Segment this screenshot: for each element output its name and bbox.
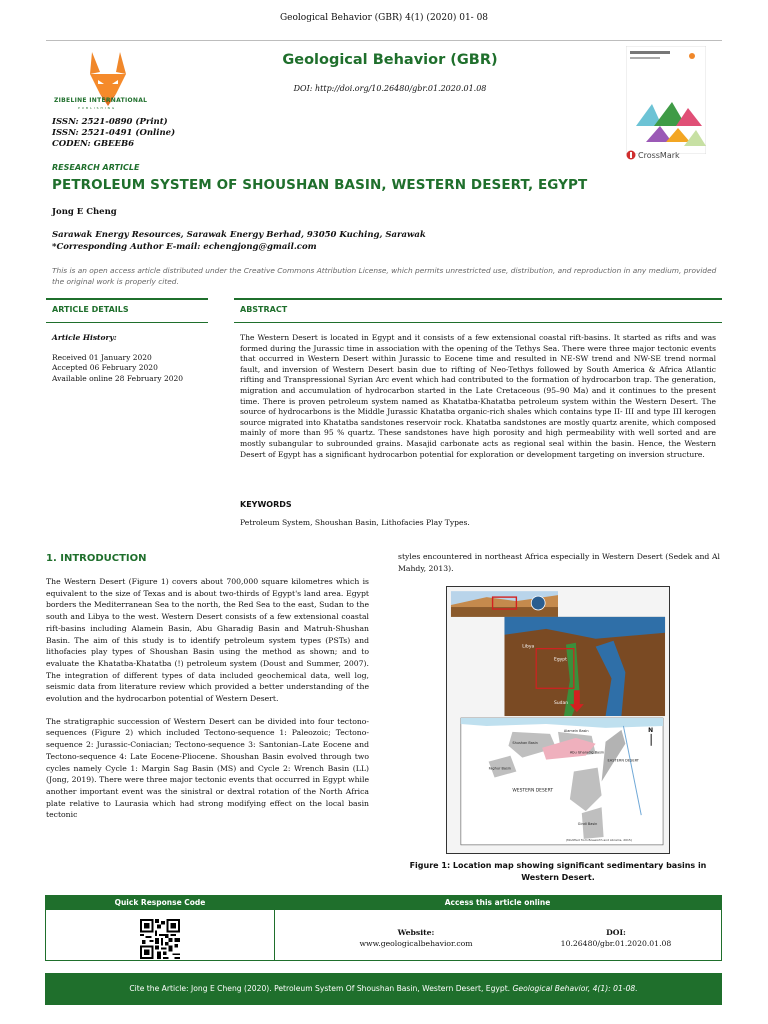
affiliation: Sarawak Energy Resources, Sarawak Energy Berhad, 93050 Kuching, Sarawak	[52, 230, 426, 240]
citation-bar	[45, 973, 722, 1005]
accepted-date: Accepted 06 February 2020	[52, 363, 158, 372]
publisher-name: ZIBELINE INTERNATIONAL	[54, 97, 148, 104]
header-divider	[46, 40, 722, 41]
map-label-egypt: Egypt	[554, 657, 567, 663]
website-label: Website:	[397, 928, 435, 937]
paper-title: PETROLEUM SYSTEM OF SHOUSHAN BASIN, WESTERN DESERT, EGYPT	[52, 177, 588, 193]
available-date: Available online 28 February 2020	[52, 373, 184, 383]
author-name: Jong E Cheng	[52, 207, 117, 217]
introduction-heading: 1. INTRODUCTION	[46, 553, 147, 564]
access-box-divider	[274, 910, 275, 960]
map-credit: (Modified from Bosworth and Abrams, 2015)	[565, 837, 632, 842]
map-label-western-desert: WESTERN DESERT	[512, 788, 554, 794]
details-top-rule	[46, 298, 208, 300]
abstract-top-rule	[234, 298, 722, 300]
article-type: RESEARCH ARTICLE	[52, 163, 140, 172]
issn-block	[52, 117, 175, 150]
corresponding-author[interactable]: *Corresponding Author E-mail: echengjong@gmail.com	[52, 242, 317, 252]
doi-block	[516, 927, 716, 949]
map-label-eastern-desert: EASTERN DESERT	[607, 758, 639, 763]
abstract-text: The Western Desert is located in Egypt and it consists of a few extensional coastal rift-basins. It started as rifts and was formed during the Jurassic time in association with the opening of the Tethys Sea. There were three major tectonic events that occurred in Western Desert within Jurassic to Eocene time and resulted in NE-SW trend and NW-SE trend normal fault, and inversion of Western Desert basin due to rifting of Neo-Tethys followed by South America & Africa Atlantic rifting and Transpressional Syrian Arc event which had contributed to the formation of hydrocarbon trap. The generation, migration and accumulation of hydrocarbon started in the Late Cretaceous (95–90 Ma) and it continues to the present time. There is proven petroleum system named as Khatatba-Khatatba petroleum system within the Western Desert. The source of hydrocarbons is the Middle Jurassic Khatatba organic-rich shales which contains type II- III and type III kerogen source migrated into Khatatba sandstones reservoir rock. Khatatba sandstones are mostly quartz arenite, which composed mainly of more than 95 % quartz. These sandstones have high porosity and high permeability with well sorted and are mostly subangular to subrounded grains. Masajid carbonate acts as regional seal within the basin. Hence, the Western Desert of Egypt has a significant hydrocarbon potential for exploration or development targeting on inversion structure.	[240, 333, 716, 459]
paragraph: styles encountered in northeast Africa especially in Western Desert (Sedek and Al Mahdy, 2013).	[398, 552, 720, 573]
qr-heading: Quick Response Code	[114, 898, 206, 907]
location-map-figure	[446, 586, 670, 854]
map-label-gindi: Gindi Basin	[577, 822, 598, 827]
map-label-shushan: Shushan Basin	[512, 740, 538, 745]
journal-cover-thumbnail	[626, 46, 706, 154]
received-date: Received 01 January 2020	[52, 352, 152, 362]
paragraph: The stratigraphic succession of Western Desert can be divided into four tectono-sequences (Figure 2) which included Tectono-sequence 1: Paleozoic; Tectono-sequence 2: Jurassic-Coniacian; Tectono-sequence 3: Santonian–Late Eocene and Tectono-sequence 4: Late Eocene-Pliocene. Shoushan Basin evolved through two cycles namely Cycle 1: Margin Sag Basin (MS) and Cycle 2: Wrench Basin (LL) (Jong, 2019). There were three major tectonic events that occurred in Egypt while another important event was the sinistral or dextral rotation of the North Africa plate relative to Laurasia which had strong modifying effect on the local basin tectonic	[46, 716, 369, 820]
citation-journal: Geological Behavior, 4(1): 01-08.	[512, 984, 638, 993]
article-history	[52, 333, 183, 384]
north-arrow-icon: N	[648, 726, 654, 734]
website-link[interactable]: www.geologicalbehavior.com	[359, 939, 473, 948]
map-label-faghur: Faghur Basin	[488, 766, 511, 771]
keywords-heading: KEYWORDS	[240, 500, 292, 509]
figure-caption: Figure 1: Location map showing significant sedimentary basins in Western Desert.	[409, 861, 707, 882]
map-label-abu-gharadig: Abu Gharadig Basin	[569, 750, 605, 755]
citation-text: Cite the Article: Jong E Cheng (2020). Petroleum System Of Shoushan Basin, Western Desert, Egypt.	[129, 984, 513, 993]
paragraph: The Western Desert (Figure 1) covers about 700,000 square kilometres which is equivalent to the size of Texas and is about two-thirds of Egypt's land area. Egypt borders the Mediterranean Sea to the north, the Red Sea to the east, Sudan to the south and Libya to the west. Western Desert consists of a few extensional coastal rift-basins including Alamein Basin, Abu Gharadig Basin and Matruh-Shushan Basin. The aim of this study is to identify petroleum system types (PSTs) and lithofacies play types of Shoushan Basin using the method as shown; and to evaluate the Khatatba-Khatatba (!) petroleum system (Doust and Summer, 2007). The integration of different types of data included geochemical data, well log, seismic data from literature review which provided a better understanding of the evolution and the hydrocarbon potential of Western Desert.	[46, 577, 369, 704]
details-bottom-rule	[46, 322, 208, 323]
running-header: Geological Behavior (GBR) 4(1) (2020) 01- 08	[279, 13, 489, 23]
affiliation-block	[52, 229, 426, 253]
map-label-libya: Libya	[522, 644, 535, 650]
crossmark-label[interactable]: CrossMark	[638, 151, 680, 160]
map-label-alamein: Alamein Basin	[563, 728, 589, 733]
access-box-header	[46, 896, 721, 910]
doi-value[interactable]: 10.26480/gbr.01.2020.01.08	[560, 939, 672, 948]
qr-code-icon[interactable]	[140, 919, 180, 959]
publisher-subtitle: PUBLISHING	[78, 106, 117, 110]
open-access-notice: This is an open access article distributed under the Creative Commons Attribution License, which permits unrestricted use, distribution, and reproduction in any medium, provided the original work is properly cited.	[52, 266, 717, 286]
keywords: Petroleum System, Shoushan Basin, Lithofacies Play Types.	[240, 518, 470, 527]
journal-doi[interactable]: DOI: http://doi.org/10.26480/gbr.01.2020.01.08	[293, 84, 487, 93]
abstract-bottom-rule	[234, 322, 722, 323]
website-block	[316, 927, 516, 949]
doi-label: DOI:	[606, 928, 626, 937]
crossmark-icon[interactable]	[626, 150, 636, 160]
access-heading: Access this article online	[444, 898, 551, 907]
access-box	[45, 895, 722, 961]
introduction-left-column	[46, 576, 369, 832]
issn-print: ISSN: 2521-0890 (Print)	[52, 117, 168, 127]
history-label: Article History:	[52, 333, 117, 342]
map-label-sudan: Sudan	[554, 701, 569, 707]
issn-online: ISSN: 2521-0491 (Online)	[52, 128, 176, 138]
coden: CODEN: GBEEB6	[52, 139, 135, 149]
abstract-heading: ABSTRACT	[240, 305, 288, 314]
journal-title: Geological Behavior (GBR)	[282, 52, 498, 68]
article-details-heading: ARTICLE DETAILS	[52, 305, 129, 314]
